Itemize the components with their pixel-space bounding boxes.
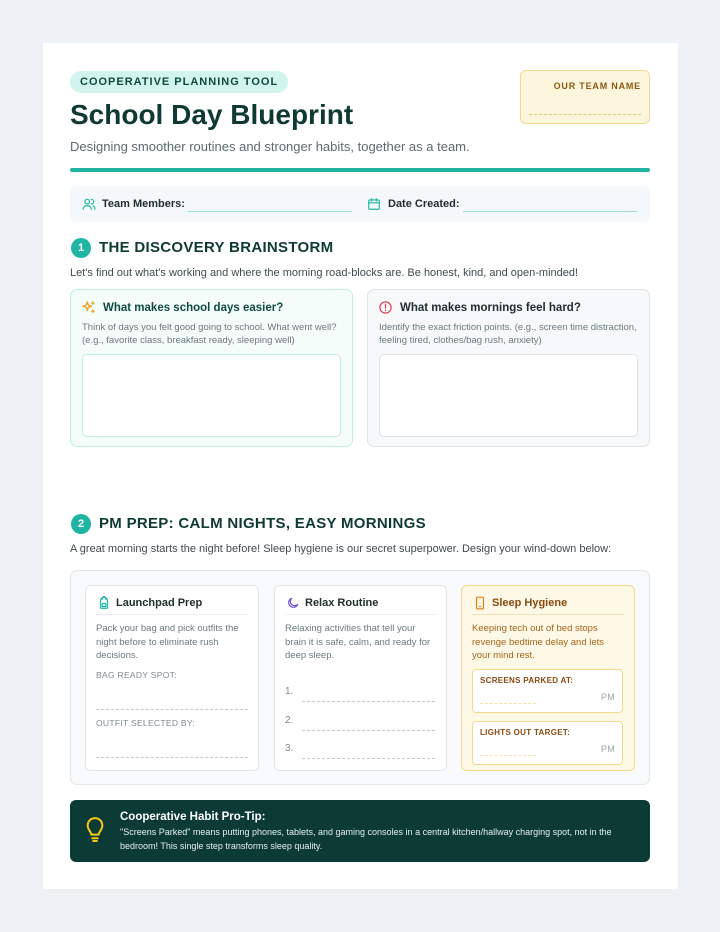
screens-parked-field[interactable] — [480, 703, 536, 704]
team-members-label: Team Members: — [102, 198, 185, 210]
relax-item-1-number: 1. — [285, 686, 294, 697]
page-title: School Day Blueprint — [70, 99, 354, 130]
section-1-title: THE DISCOVERY BRAINSTORM — [99, 239, 334, 256]
date-created-field[interactable] — [463, 211, 637, 212]
section-1-description: Let's find out what's working and where the morning road-blocks are. Be honest, kind, and open-minded! — [70, 267, 579, 279]
launchpad-rule — [96, 614, 248, 615]
worksheet-page — [43, 43, 678, 889]
relax-card — [274, 585, 447, 771]
lightbulb-icon — [84, 817, 106, 843]
team-name-box[interactable] — [520, 70, 650, 124]
relax-item-2-number: 2. — [285, 715, 294, 726]
card-hard — [367, 289, 650, 447]
card-hard-title: What makes mornings feel hard? — [400, 302, 581, 314]
page-subtitle: Designing smoother routines and stronger habits, together as a team. — [70, 139, 470, 154]
relax-item-3-number: 3. — [285, 743, 294, 754]
sleep-text: Keeping tech out of bed stops revenge bedtime delay and lets your mind rest. — [472, 623, 605, 661]
relax-rule — [285, 614, 436, 615]
team-members-field[interactable] — [188, 211, 352, 212]
date-created-label: Date Created: — [388, 198, 460, 210]
section-2-description: A great morning starts the night before! Sleep hygiene is our secret superpower. Design your wind-down below: — [70, 543, 612, 555]
header-divider — [70, 168, 650, 172]
section-1-number: 1 — [71, 238, 91, 258]
launchpad-card — [85, 585, 259, 771]
screens-parked-box[interactable] — [472, 669, 623, 713]
team-name-line — [529, 114, 641, 115]
team-name-label: OUR TEAM NAME — [553, 81, 641, 91]
screens-parked-pm: PM — [600, 692, 615, 702]
card-hard-answer[interactable] — [379, 354, 638, 437]
pm-prep-panel — [70, 570, 650, 785]
phone-icon — [473, 596, 487, 610]
alert-circle-icon — [378, 300, 393, 315]
pro-tip-title: Cooperative Habit Pro-Tip: — [120, 811, 266, 823]
lights-out-field[interactable] — [480, 755, 536, 756]
pro-tip-banner — [70, 800, 650, 862]
relax-item-3-field[interactable] — [302, 758, 435, 759]
section-2-number: 2 — [71, 514, 91, 534]
pro-tip-text: "Screens Parked" means putting phones, tablets, and gaming consoles in a central kitchen/hallway charging spot, not in the bedroom! This single step transforms sleep quality. — [120, 827, 612, 851]
lights-out-pm: PM — [600, 744, 615, 754]
launchpad-title: Launchpad Prep — [116, 597, 203, 609]
card-easier-title: What makes school days easier? — [103, 302, 284, 314]
calendar-icon — [367, 197, 381, 211]
card-easier-text: Think of days you felt good going to school. What went well? (e.g., favorite class, breakfast ready, sleeping well) — [82, 322, 337, 346]
lights-out-label: LIGHTS OUT TARGET: — [480, 728, 571, 737]
sparkles-icon — [81, 300, 96, 315]
sleep-card — [461, 585, 635, 771]
sleep-title: Sleep Hygiene — [492, 597, 568, 609]
relax-item-1-field[interactable] — [302, 701, 435, 702]
card-easier-answer[interactable] — [82, 354, 341, 437]
relax-text: Relaxing activities that tell your brain it is safe, calm, and ready for deep sleep. — [285, 623, 431, 661]
launchpad-text: Pack your bag and pick outfits the night before to eliminate rush decisions. — [96, 623, 239, 661]
card-hard-text: Identify the exact friction points. (e.g., screen time distraction, feeling tired, clothes/bag rush, anxiety) — [379, 322, 637, 346]
bag-ready-label: BAG READY SPOT: — [96, 670, 177, 680]
relax-item-2-field[interactable] — [302, 730, 435, 731]
section-2-title: PM PREP: CALM NIGHTS, EASY MORNINGS — [99, 515, 426, 532]
relax-title: Relax Routine — [305, 597, 379, 609]
backpack-icon — [97, 596, 111, 610]
users-icon — [82, 197, 96, 211]
screens-parked-label: SCREENS PARKED AT: — [480, 676, 574, 685]
bag-ready-field[interactable] — [96, 709, 248, 710]
tool-badge: COOPERATIVE PLANNING TOOL — [70, 71, 288, 93]
moon-icon — [286, 596, 300, 610]
info-bar — [70, 186, 650, 222]
outfit-selected-label: OUTFIT SELECTED BY: — [96, 718, 196, 728]
lights-out-box[interactable] — [472, 721, 623, 765]
card-easier — [70, 289, 353, 447]
outfit-selected-field[interactable] — [96, 757, 248, 758]
sleep-rule — [472, 614, 624, 615]
